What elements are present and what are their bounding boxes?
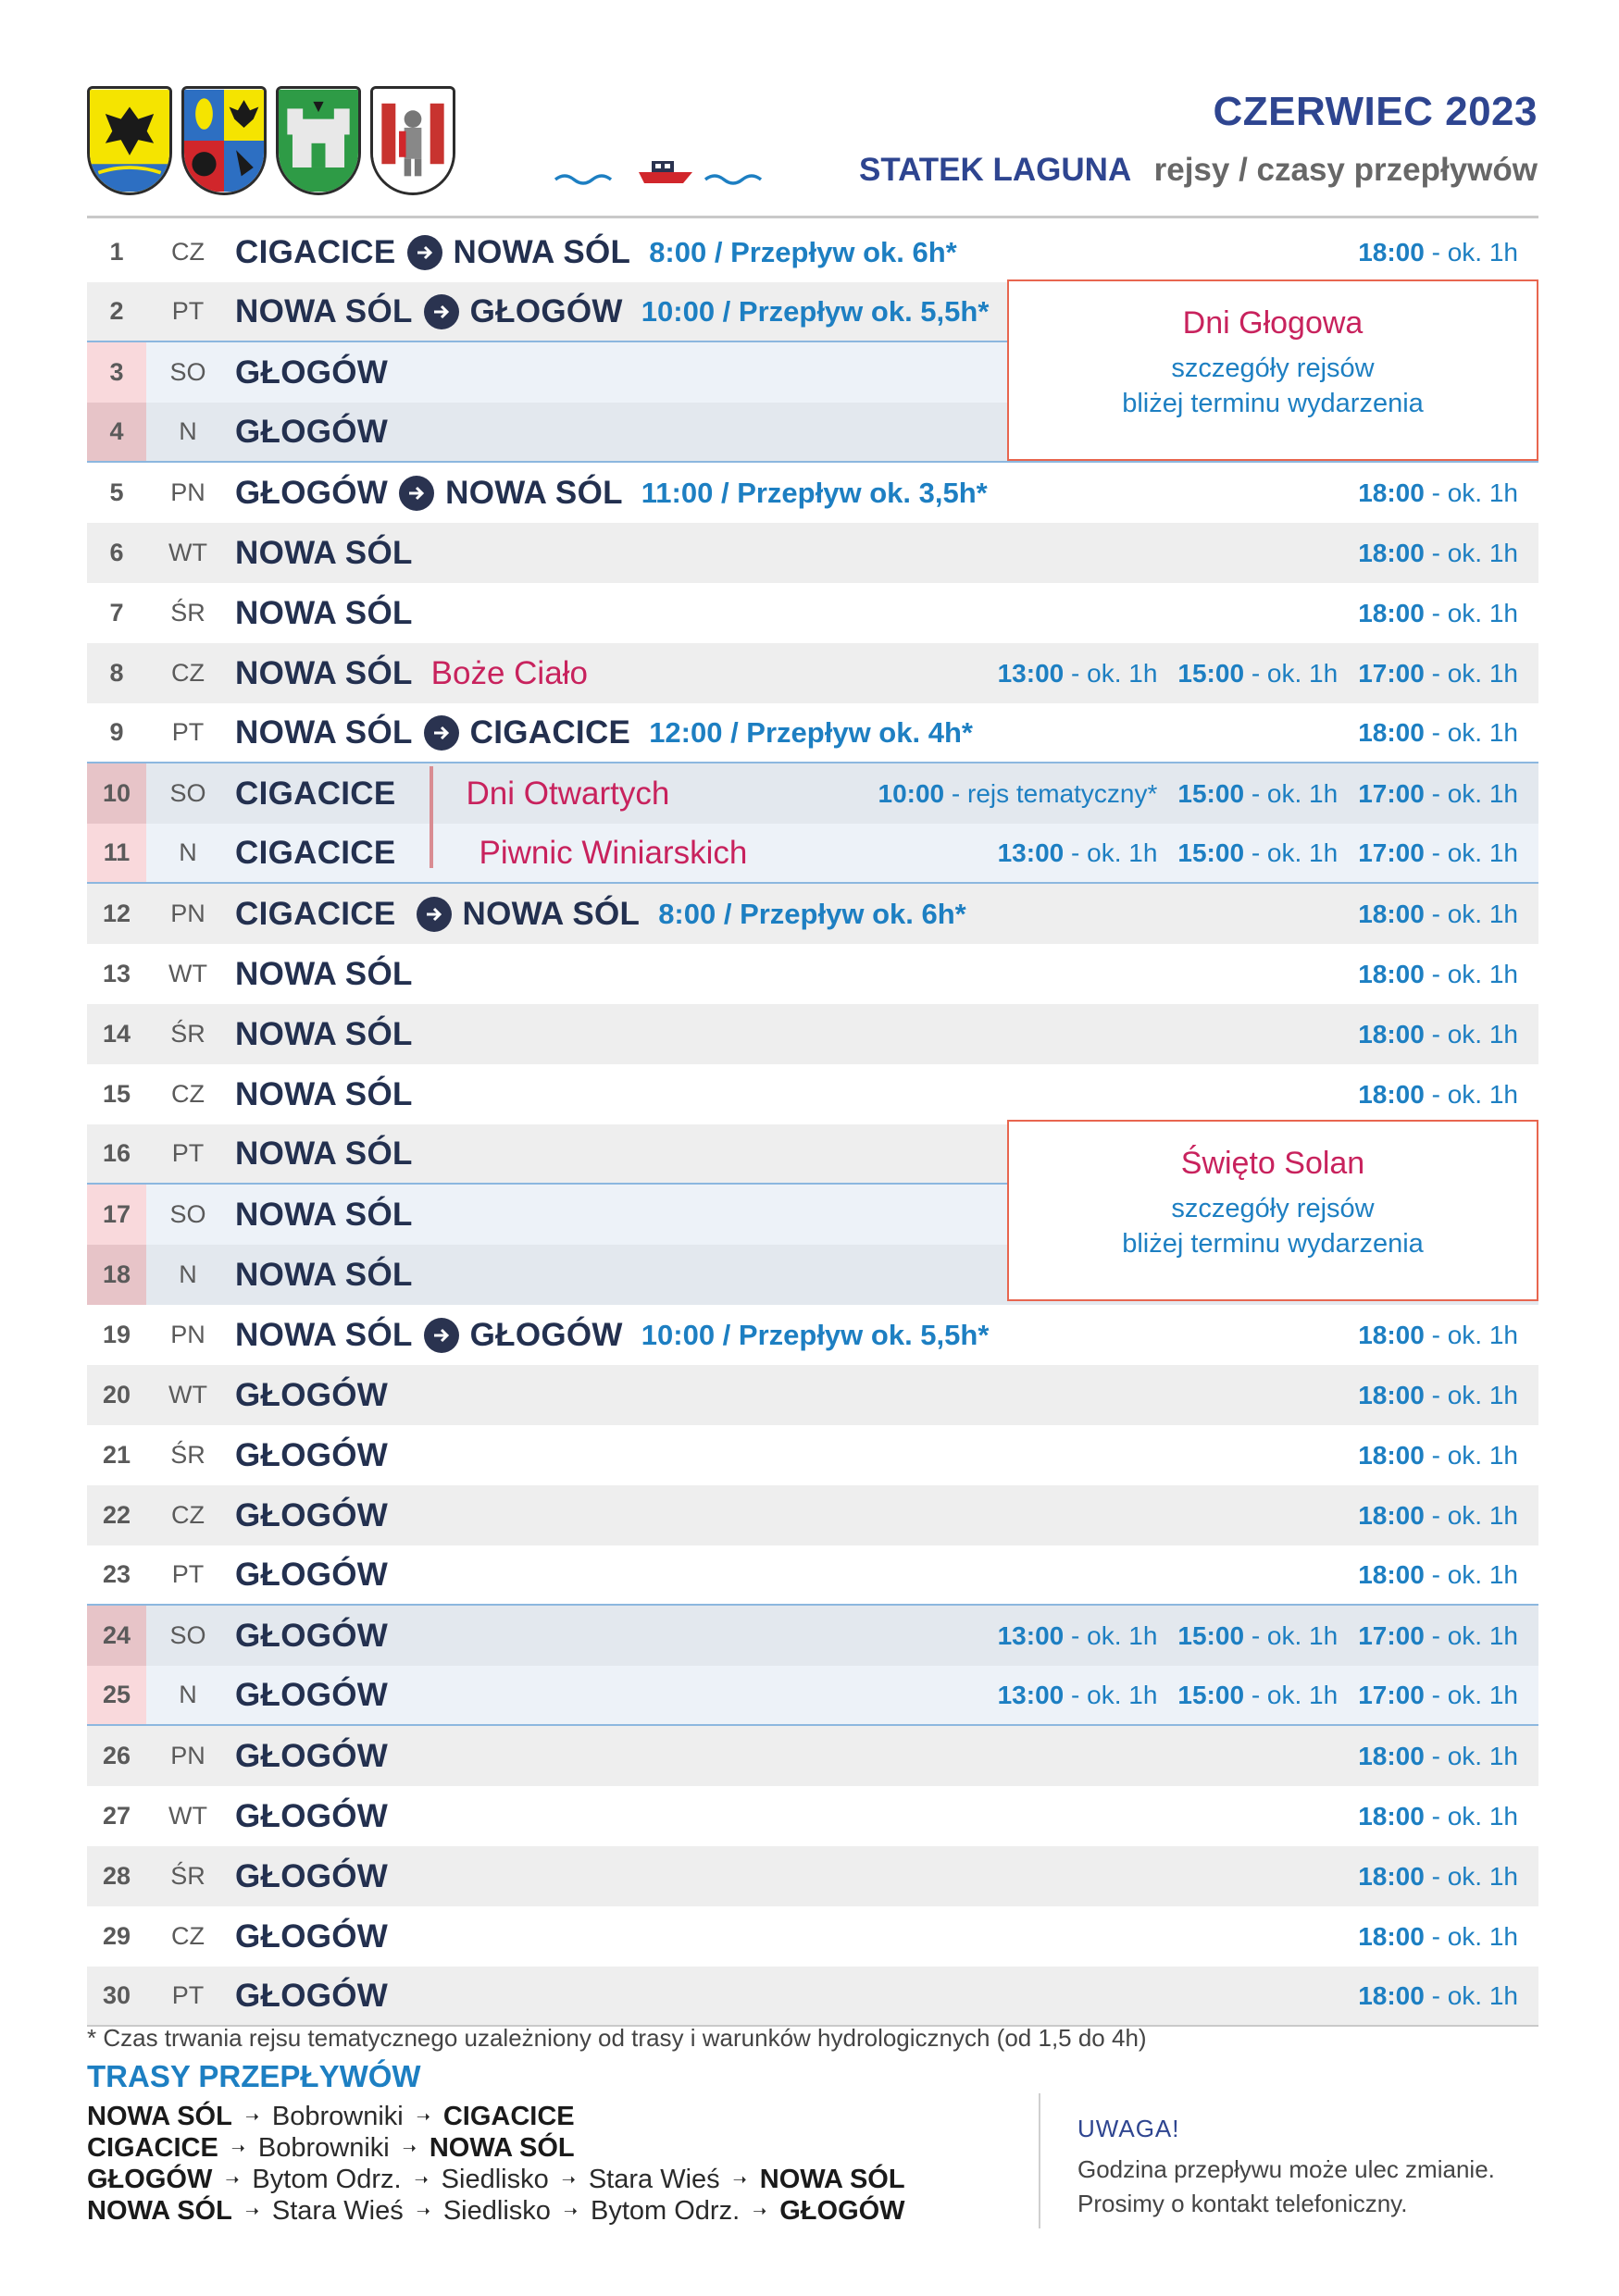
- arrow-small-icon: ➝: [753, 2201, 767, 2220]
- weekday: CZ: [171, 238, 205, 266]
- route: [235, 583, 413, 643]
- route: [235, 1726, 388, 1786]
- route: [235, 1064, 413, 1124]
- weekday: SO: [169, 1200, 206, 1228]
- route-line: NOWA SÓL ➝ Stara Wieś ➝ Siedlisko ➝ Bytom Odrz. ➝ GŁOGÓW: [87, 2195, 905, 2226]
- cruise-slot: 18:00 - ok. 1h: [1358, 1921, 1518, 1951]
- route: [235, 463, 988, 523]
- arrow-small-icon: ➝: [244, 2106, 259, 2126]
- notice-heading: UWAGA!: [1077, 2115, 1180, 2142]
- arrow-small-icon: ➝: [230, 2138, 245, 2157]
- cruise-slot: 17:00 - ok. 1h: [1358, 658, 1518, 688]
- table-row: [87, 1666, 1538, 1726]
- page-title: CZERWIEC 2023: [1213, 89, 1538, 134]
- route-from: GŁOGÓW: [235, 474, 389, 511]
- table-row: [87, 1906, 1538, 1967]
- arrow-right-icon: [424, 294, 459, 329]
- table-row: [87, 1485, 1538, 1545]
- crest-madonna-icon: [181, 86, 267, 195]
- arrow-right-icon: [424, 1318, 459, 1353]
- route-to: GŁOGÓW: [469, 1316, 623, 1353]
- arrow-small-icon: ➝: [244, 2201, 259, 2220]
- cruise-times: [878, 763, 1519, 824]
- weekday: N: [179, 1681, 197, 1708]
- weekday: ŚR: [170, 1020, 205, 1048]
- arrow-right-icon: [407, 235, 442, 270]
- crest-knight-icon: [370, 86, 455, 195]
- passage-time: 12:00 / Przepływ ok. 4h*: [649, 715, 973, 749]
- schedule-table: [87, 222, 1538, 2027]
- place: NOWA SÓL: [235, 955, 413, 992]
- place: NOWA SÓL: [235, 534, 413, 571]
- cruise-slot: 10:00 - rejs tematyczny*: [878, 778, 1158, 808]
- event-details: szczegóły rejsów bliżej terminu wydarzenia: [1122, 1194, 1424, 1259]
- table-row: [87, 1064, 1538, 1124]
- weekday: SO: [169, 358, 206, 386]
- weekday: PN: [170, 900, 205, 927]
- route-to: NOWA SÓL: [462, 895, 641, 932]
- cruise-slot: 13:00 - ok. 1h: [997, 838, 1158, 867]
- event-title: Dni Głogowa: [1182, 305, 1364, 341]
- crest-castle-icon: [276, 86, 361, 195]
- table-row: [87, 763, 1538, 824]
- arrow-small-icon: ➝: [225, 2169, 240, 2189]
- cruise-slot: 18:00 - ok. 1h: [1358, 538, 1518, 567]
- table-row: [87, 884, 1538, 944]
- cruise-times: [1358, 1726, 1518, 1786]
- route: [235, 1545, 388, 1604]
- passage-time: 8:00 / Przepływ ok. 6h*: [658, 897, 966, 930]
- table-row: [87, 703, 1538, 763]
- route-from: CIGACICE: [235, 895, 396, 932]
- day-number: 28: [102, 1862, 131, 1890]
- cruise-slot: 18:00 - ok. 1h: [1358, 237, 1518, 267]
- day-number: 18: [87, 1245, 146, 1305]
- cruise-times: [1358, 1846, 1518, 1906]
- place: CIGACICE: [235, 775, 396, 812]
- cruise-times: [1358, 1004, 1518, 1064]
- route-to: NOWA SÓL: [453, 233, 631, 270]
- event-label: Boże Ciało: [430, 654, 588, 691]
- cruise-times: [1358, 1064, 1518, 1124]
- day-number: 16: [102, 1139, 131, 1167]
- weekday: N: [179, 417, 197, 445]
- day-number: 6: [109, 539, 124, 566]
- cruise-times: [1358, 1786, 1518, 1846]
- routes-list: [87, 2101, 905, 2227]
- route: [235, 1967, 388, 2025]
- route: [235, 1365, 388, 1425]
- cruise-times: [1358, 463, 1518, 523]
- cruise-slot: 18:00 - ok. 1h: [1358, 1500, 1518, 1530]
- table-row: [87, 1846, 1538, 1906]
- cruise-slot: 18:00 - ok. 1h: [1358, 1980, 1518, 2010]
- weekday: ŚR: [170, 599, 205, 627]
- table-row: [87, 1967, 1538, 2027]
- day-number: 10: [87, 763, 146, 824]
- table-row: [87, 463, 1538, 523]
- place: NOWA SÓL: [235, 1256, 413, 1293]
- cruise-times: [1358, 1545, 1518, 1604]
- place: CIGACICE: [235, 834, 396, 871]
- footer-divider: [1039, 2093, 1040, 2228]
- table-row: [87, 944, 1538, 1004]
- weekday: WT: [168, 1381, 207, 1409]
- route: [235, 1425, 388, 1485]
- cruise-slot: 17:00 - ok. 1h: [1358, 778, 1518, 808]
- cruise-slot: 13:00 - ok. 1h: [997, 1680, 1158, 1709]
- cruise-slot: 18:00 - ok. 1h: [1358, 1801, 1518, 1831]
- event-label: Dni Otwartych: [466, 775, 670, 812]
- place: GŁOGÓW: [235, 1977, 389, 2014]
- arrow-small-icon: ➝: [416, 2106, 430, 2126]
- day-number: 8: [109, 659, 124, 687]
- cruise-times: [1358, 523, 1518, 583]
- place: GŁOGÓW: [235, 354, 389, 391]
- day-number: 25: [87, 1666, 146, 1724]
- cruise-times: [998, 1666, 1518, 1724]
- day-number: 7: [109, 599, 124, 627]
- notice: [1077, 2115, 1495, 2221]
- arrow-small-icon: ➝: [414, 2169, 429, 2189]
- cruise-slot: 15:00 - ok. 1h: [1177, 778, 1339, 808]
- weekday: WT: [168, 1802, 207, 1830]
- cruise-times: [1358, 1425, 1518, 1485]
- cruise-times: [998, 643, 1518, 703]
- day-number: 30: [102, 1981, 131, 2009]
- day-number: 19: [102, 1321, 131, 1348]
- weekday: PN: [170, 478, 205, 506]
- day-number: 23: [102, 1560, 131, 1588]
- day-number: 17: [87, 1185, 146, 1245]
- weekday: PT: [171, 1560, 205, 1588]
- route-to: GŁOGÓW: [469, 292, 623, 329]
- cruise-times: [1358, 583, 1518, 643]
- day-number: 5: [109, 478, 124, 506]
- routes-title: TRASY PRZEPŁYWÓW: [87, 2059, 421, 2093]
- cruise-times: [998, 1606, 1518, 1666]
- weekday: PN: [170, 1742, 205, 1769]
- day-number: 29: [102, 1922, 131, 1950]
- weekday: PN: [170, 1321, 205, 1348]
- day-number: 24: [87, 1606, 146, 1666]
- event-separator: [430, 766, 433, 868]
- route: [235, 1245, 413, 1305]
- cruise-slot: 18:00 - ok. 1h: [1358, 478, 1518, 507]
- route: [235, 1666, 388, 1724]
- cruise-slot: 17:00 - ok. 1h: [1358, 838, 1518, 867]
- table-row: [87, 643, 1538, 703]
- table-row: [87, 523, 1538, 583]
- cruise-slot: 18:00 - ok. 1h: [1358, 1440, 1518, 1470]
- arrow-small-icon: ➝: [732, 2169, 747, 2189]
- route-from: NOWA SÓL: [235, 1316, 413, 1353]
- cruise-slot: 18:00 - ok. 1h: [1358, 1861, 1518, 1891]
- route-to: NOWA SÓL: [445, 474, 623, 511]
- cruise-slot: 15:00 - ok. 1h: [1177, 1680, 1339, 1709]
- arrow-right-icon: [417, 897, 452, 932]
- day-number: 1: [109, 238, 124, 266]
- weekday: PT: [171, 297, 205, 325]
- table-row: [87, 1004, 1538, 1064]
- route: [235, 1606, 388, 1666]
- cruise-slot: 18:00 - ok. 1h: [1358, 899, 1518, 928]
- place: NOWA SÓL: [235, 594, 413, 631]
- table-row: [87, 1606, 1538, 1666]
- event-box-dni-glogowa: [1007, 279, 1538, 461]
- cruise-slot: 18:00 - ok. 1h: [1358, 1559, 1518, 1589]
- place: NOWA SÓL: [235, 654, 413, 691]
- cruise-slot: 18:00 - ok. 1h: [1358, 1741, 1518, 1770]
- weekday: CZ: [171, 1922, 205, 1950]
- cruise-times: [998, 824, 1518, 882]
- weekday: PT: [171, 1139, 205, 1167]
- footnote: * Czas trwania rejsu tematycznego uzależniony od trasy i warunków hydrologicznych (od 1,5 do 4h): [87, 2024, 1147, 2052]
- weekday: CZ: [171, 1501, 205, 1529]
- route: [235, 1485, 388, 1545]
- table-row: [87, 1786, 1538, 1846]
- table-row: [87, 583, 1538, 643]
- cruise-times: [1358, 1305, 1518, 1365]
- cruise-times: [1358, 1967, 1518, 2025]
- route: [235, 282, 989, 341]
- weekday: SO: [169, 1621, 206, 1649]
- route-line: GŁOGÓW ➝ Bytom Odrz. ➝ Siedlisko ➝ Stara Wieś ➝ NOWA SÓL: [87, 2164, 905, 2194]
- cruise-times: [1358, 222, 1518, 282]
- cruise-slot: 18:00 - ok. 1h: [1358, 717, 1518, 747]
- day-number: 15: [102, 1080, 131, 1108]
- cruise-slot: 13:00 - ok. 1h: [997, 1620, 1158, 1650]
- route: [235, 523, 413, 583]
- day-number: 27: [102, 1802, 131, 1830]
- arrow-small-icon: ➝: [402, 2138, 417, 2157]
- route: [235, 1846, 388, 1906]
- table-row: [87, 824, 1538, 884]
- table-row: [87, 1545, 1538, 1606]
- route: [235, 643, 588, 703]
- weekday: WT: [168, 960, 207, 987]
- table-row: [87, 1305, 1538, 1365]
- table-row: [87, 1365, 1538, 1425]
- arrow-small-icon: ➝: [561, 2169, 576, 2189]
- route: [235, 1004, 413, 1064]
- place: GŁOGÓW: [235, 1737, 389, 1774]
- route-to: CIGACICE: [469, 714, 631, 751]
- place: GŁOGÓW: [235, 1917, 389, 1955]
- place: NOWA SÓL: [235, 1015, 413, 1052]
- day-number: 13: [102, 960, 131, 987]
- cruise-slot: 18:00 - ok. 1h: [1358, 959, 1518, 988]
- route: [235, 342, 388, 403]
- day-number: 20: [102, 1381, 131, 1409]
- route: [235, 763, 669, 824]
- place: GŁOGÓW: [235, 1797, 389, 1834]
- route-from: NOWA SÓL: [235, 292, 413, 329]
- cruise-slot: 18:00 - ok. 1h: [1358, 1380, 1518, 1409]
- cruise-times: [1358, 1485, 1518, 1545]
- notice-text: Godzina przepływu może ulec zmianie. Prosimy o kontakt telefoniczny.: [1077, 2155, 1495, 2217]
- passage-time: 10:00 / Przepływ ok. 5,5h*: [641, 294, 990, 328]
- day-number: 4: [87, 403, 146, 461]
- cruise-times: [1358, 1365, 1518, 1425]
- cruise-slot: 18:00 - ok. 1h: [1358, 1019, 1518, 1049]
- route: [235, 1124, 413, 1183]
- cruise-slot: 15:00 - ok. 1h: [1177, 838, 1339, 867]
- weekday: CZ: [171, 659, 205, 687]
- day-number: 11: [87, 824, 146, 882]
- route-line: NOWA SÓL ➝ Bobrowniki ➝ CIGACICE: [87, 2101, 575, 2131]
- table-row: [87, 1726, 1538, 1786]
- event-title: Święto Solan: [1180, 1146, 1365, 1181]
- day-number: 21: [102, 1441, 131, 1469]
- arrow-right-icon: [424, 715, 459, 751]
- arrow-small-icon: ➝: [416, 2201, 430, 2220]
- cruise-slot: 18:00 - ok. 1h: [1358, 1320, 1518, 1349]
- cruise-times: [1358, 1906, 1518, 1967]
- place: GŁOGÓW: [235, 1436, 389, 1473]
- weekday: SO: [169, 779, 206, 807]
- place: GŁOGÓW: [235, 1556, 389, 1593]
- route: [235, 403, 388, 461]
- place: GŁOGÓW: [235, 1376, 389, 1413]
- subtitle: rejsy / czasy przepływów: [1153, 152, 1538, 188]
- passage-time: 11:00 / Przepływ ok. 3,5h*: [641, 476, 988, 509]
- route: [235, 703, 973, 762]
- header-divider: [87, 216, 1538, 218]
- cruise-slot: 18:00 - ok. 1h: [1358, 598, 1518, 627]
- cruise-times: [1358, 703, 1518, 762]
- weekday: WT: [168, 539, 207, 566]
- place: GŁOGÓW: [235, 1496, 389, 1533]
- table-row: [87, 1425, 1538, 1485]
- crests: [87, 86, 455, 199]
- place: NOWA SÓL: [235, 1135, 413, 1172]
- weekday: PT: [171, 1981, 205, 2009]
- place: NOWA SÓL: [235, 1075, 413, 1112]
- day-number: 14: [102, 1020, 131, 1048]
- cruise-slot: 17:00 - ok. 1h: [1358, 1620, 1518, 1650]
- cruise-slot: 15:00 - ok. 1h: [1177, 1620, 1339, 1650]
- weekday: CZ: [171, 1080, 205, 1108]
- weekday: N: [179, 838, 197, 866]
- weekday: ŚR: [170, 1862, 205, 1890]
- day-number: 12: [102, 900, 131, 927]
- route: [235, 884, 966, 944]
- route: [235, 944, 413, 1004]
- route: [235, 1305, 989, 1365]
- day-number: 22: [102, 1501, 131, 1529]
- route: [235, 1906, 388, 1967]
- cruise-times: [1358, 884, 1518, 944]
- route-from: NOWA SÓL: [235, 714, 413, 751]
- weekday: ŚR: [170, 1441, 205, 1469]
- place: GŁOGÓW: [235, 1857, 389, 1894]
- cruise-slot: 13:00 - ok. 1h: [997, 658, 1158, 688]
- boat-waves-icon: [554, 155, 781, 192]
- event-details: szczegóły rejsów bliżej terminu wydarzenia: [1122, 354, 1424, 418]
- place: GŁOGÓW: [235, 413, 389, 450]
- passage-time: 8:00 / Przepływ ok. 6h*: [649, 235, 957, 268]
- route-line: CIGACICE ➝ Bobrowniki ➝ NOWA SÓL: [87, 2132, 575, 2163]
- route: [235, 222, 957, 282]
- cruise-times: [1358, 944, 1518, 1004]
- place: GŁOGÓW: [235, 1617, 389, 1654]
- route: [235, 1185, 413, 1245]
- event-label: Piwnic Winiarskich: [479, 834, 748, 871]
- weekday: PT: [171, 718, 205, 746]
- place: GŁOGÓW: [235, 1676, 389, 1713]
- day-number: 3: [87, 342, 146, 403]
- table-row: [87, 222, 1538, 282]
- event-box-swieto-solan: [1007, 1120, 1538, 1301]
- route-from: CIGACICE: [235, 233, 396, 270]
- day-number: 2: [109, 297, 124, 325]
- cruise-slot: 18:00 - ok. 1h: [1358, 1079, 1518, 1109]
- cruise-slot: 17:00 - ok. 1h: [1358, 1680, 1518, 1709]
- ship-name: STATEK LAGUNA: [859, 152, 1132, 188]
- day-number: 9: [109, 718, 124, 746]
- arrow-small-icon: ➝: [563, 2201, 578, 2220]
- place: NOWA SÓL: [235, 1196, 413, 1233]
- route: [235, 1786, 388, 1846]
- route: [235, 824, 747, 882]
- passage-time: 10:00 / Przepływ ok. 5,5h*: [641, 1318, 990, 1351]
- weekday: N: [179, 1260, 197, 1288]
- arrow-right-icon: [399, 476, 434, 511]
- day-number: 26: [102, 1742, 131, 1769]
- crest-eagle-icon: [87, 86, 172, 195]
- cruise-slot: 15:00 - ok. 1h: [1177, 658, 1339, 688]
